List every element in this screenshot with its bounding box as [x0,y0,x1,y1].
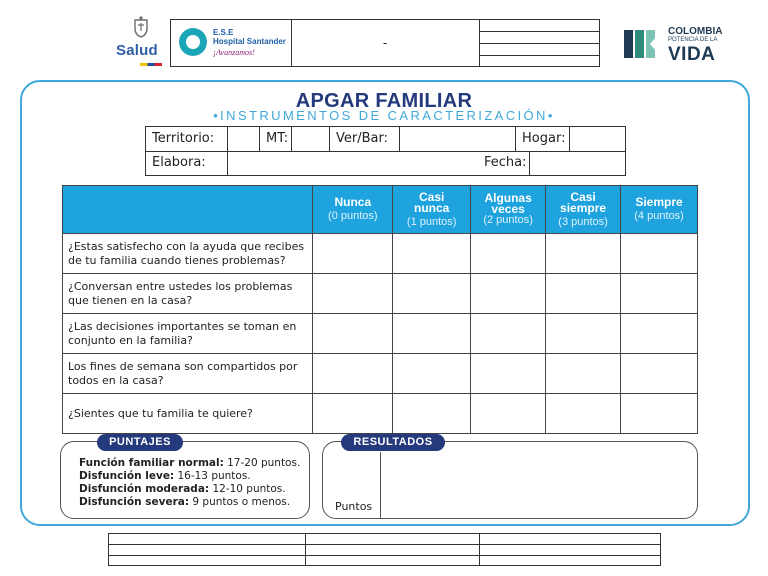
header-right-row [479,20,599,32]
colombia-vida-logo [622,24,732,64]
table-row [63,354,698,394]
answer-cell[interactable] [471,354,546,394]
resultados-box [322,436,698,519]
answer-cell[interactable] [313,354,393,394]
puntaje-item [79,457,300,470]
header-right-row [479,44,599,56]
column-header-casi-nunca [393,186,471,234]
answer-cell[interactable] [546,274,621,314]
column-label: Algunas veces [484,191,532,216]
answer-cell[interactable] [621,234,698,274]
column-header-nunca [313,186,393,234]
puntaje-label: Disfunción moderada: [79,483,210,495]
apgar-table [62,185,698,434]
answer-cell[interactable] [313,234,393,274]
column-label: Casi nunca [414,189,450,215]
column-label: Nunca [334,195,372,209]
footer-cell [306,534,480,565]
hospital-name-line2: Hospital Santander [213,37,286,46]
hospital-name-line1: E.S.E [213,28,234,37]
elabora-label: Elabora: [146,151,228,175]
header-center-text: - [382,36,388,50]
column-points: (0 puntos) [328,210,378,222]
question-text: ¿Estas satisfecho con la ayuda que recibes de tu familia cuando tienes problemas? [63,234,313,274]
resultados-divider [380,452,381,518]
column-points: (1 puntos) [406,215,457,228]
resultados-title: RESULTADOS [341,434,445,451]
column-header-siempre [621,186,698,234]
footer-cell [109,534,306,565]
puntaje-item [79,496,300,509]
header-center-cell [291,20,480,66]
header-right-cells [479,20,599,66]
answer-cell[interactable] [546,234,621,274]
salud-text: Salud [116,42,158,59]
answer-cell[interactable] [621,394,698,434]
answer-cell[interactable] [313,314,393,354]
fecha-label: Fecha: [478,151,530,175]
table-header-row [63,186,698,234]
hospital-emblem-icon [179,28,207,56]
answer-cell[interactable] [313,274,393,314]
question-text: ¿Las decisiones importantes se toman en conjunto en la familia? [63,314,313,354]
column-points: (4 puntos) [634,210,684,222]
column-header-casi-siempre [546,186,621,234]
elabora-field[interactable] [228,151,478,175]
answer-cell[interactable] [546,354,621,394]
footer-table [108,533,661,566]
hospital-logo [171,20,292,66]
identification-grid [145,126,626,176]
hogar-label: Hogar: [516,127,570,151]
puntajes-title: PUNTAJES [97,434,183,451]
puntaje-label: Disfunción leve: [79,470,175,482]
territorio-label: Territorio: [146,127,228,151]
puntaje-value: 16-13 puntos. [174,470,251,482]
verbar-label: Ver/Bar: [330,127,400,151]
puntajes-box [60,436,310,519]
info-row-2 [146,151,625,175]
question-text: Los fines de semana son compartidos por todos en la casa? [63,354,313,394]
puntos-label: Puntos [335,500,373,513]
answer-cell[interactable] [546,314,621,354]
hogar-field[interactable] [570,127,625,151]
header-table [170,19,600,67]
column-points: (3 puntos) [558,215,608,228]
table-row [63,314,698,354]
info-row-1 [146,127,625,152]
potencia-text: POTENCIA DE LA [668,37,718,43]
table-row [63,234,698,274]
fecha-field[interactable] [530,151,625,175]
colombia-mark-icon [622,24,662,64]
question-text: ¿Sientes que tu familia te quiere? [63,394,313,434]
answer-cell[interactable] [393,354,471,394]
answer-cell[interactable] [621,314,698,354]
puntaje-item [79,483,300,496]
answer-cell[interactable] [393,314,471,354]
resultados-field[interactable] [383,450,683,512]
puntaje-value: 9 puntos o menos. [189,496,291,508]
answer-cell[interactable] [393,394,471,434]
question-column-header [63,186,313,234]
vida-text: VIDA [668,44,716,65]
flag-bar [140,63,162,66]
puntaje-label: Disfunción severa: [79,496,190,508]
salud-logo [112,16,172,68]
mt-field[interactable] [292,127,330,151]
answer-cell[interactable] [471,234,546,274]
column-header-algunas-veces [471,186,546,234]
question-text: ¿Conversan entre ustedes los problemas que tienen en la casa? [63,274,313,314]
answer-cell[interactable] [621,274,698,314]
mt-label: MT: [260,127,292,151]
answer-cell[interactable] [393,234,471,274]
answer-cell[interactable] [546,394,621,434]
column-label: Casi siempre [560,189,607,215]
answer-cell[interactable] [393,274,471,314]
table-row [63,394,698,434]
colombia-text: COLOMBIA [668,26,723,37]
hospital-slogan: ¡Avanzamos! [213,48,255,57]
verbar-field[interactable] [400,127,516,151]
answer-cell[interactable] [471,274,546,314]
answer-cell[interactable] [621,354,698,394]
column-label: Siempre [635,195,683,209]
coat-of-arms-icon [132,16,150,38]
territorio-field[interactable] [228,127,260,151]
puntaje-value: 17-20 puntos. [223,457,301,469]
puntajes-list [79,457,300,509]
answer-cell[interactable] [471,314,546,354]
answer-cell[interactable] [313,394,393,434]
table-row [63,274,698,314]
header-right-row [479,32,599,44]
puntaje-value: 12-10 puntos. [209,483,286,495]
form-subtitle: •INSTRUMENTOS DE CARACTERIZACIÓN• [213,108,555,123]
answer-cell[interactable] [471,394,546,434]
hospital-name [213,28,286,46]
column-points: (2 puntos) [483,214,533,226]
header-right-row [479,56,599,67]
puntaje-label: Función familiar normal: [79,457,224,469]
form-title: APGAR FAMILIAR [295,90,473,112]
puntaje-item [79,470,300,483]
